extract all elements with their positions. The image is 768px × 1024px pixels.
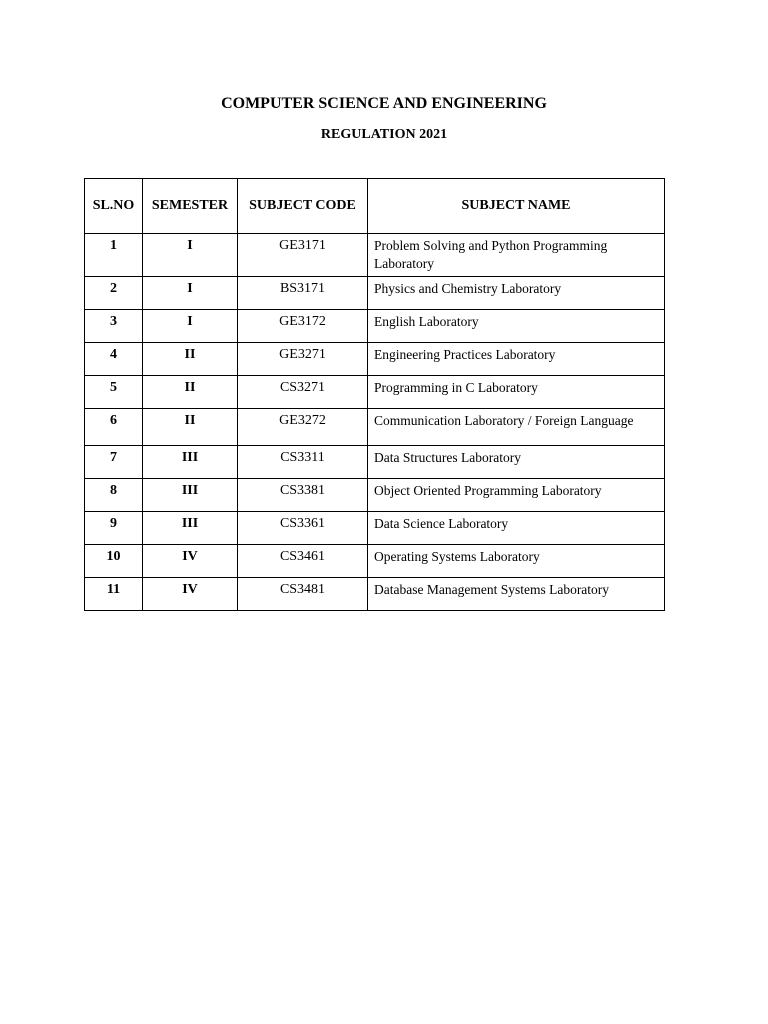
table-row [85,446,665,479]
cell-subject-code: GE3172 [238,310,368,343]
cell-semester: I [143,277,238,310]
cell-slno: 2 [85,277,143,310]
cell-subject-name: Engineering Practices Laboratory [368,343,665,376]
table-row [85,234,665,277]
cell-subject-code: CS3481 [238,578,368,611]
cell-subject-name: Problem Solving and Python Programming Laboratory [368,234,665,277]
cell-semester: II [143,409,238,446]
page-subtitle: REGULATION 2021 [320,127,448,142]
table-row [85,578,665,611]
cell-slno: 11 [85,578,143,611]
cell-semester: IV [143,578,238,611]
cell-slno: 1 [85,234,143,277]
table-row [85,277,665,310]
cell-semester: II [143,343,238,376]
cell-slno: 3 [85,310,143,343]
cell-subject-code: CS3461 [238,545,368,578]
cell-subject-code: GE3271 [238,343,368,376]
header-semester: SEMESTER [143,179,238,234]
cell-subject-code: CS3381 [238,479,368,512]
cell-semester: IV [143,545,238,578]
cell-semester: III [143,512,238,545]
cell-slno: 7 [85,446,143,479]
cell-semester: I [143,310,238,343]
cell-subject-name: Physics and Chemistry Laboratory [368,277,665,310]
subjects-table [84,178,665,611]
table-row [85,376,665,409]
table-row [85,545,665,578]
cell-subject-name: Programming in C Laboratory [368,376,665,409]
cell-slno: 9 [85,512,143,545]
cell-subject-code: GE3171 [238,234,368,277]
table-row [85,409,665,446]
cell-semester: III [143,479,238,512]
cell-semester: II [143,376,238,409]
cell-semester: III [143,446,238,479]
page-title: COMPUTER SCIENCE AND ENGINEERING [221,95,547,112]
cell-semester: I [143,234,238,277]
cell-slno: 10 [85,545,143,578]
cell-slno: 6 [85,409,143,446]
cell-subject-name: Object Oriented Programming Laboratory [368,479,665,512]
header-subject-code: SUBJECT CODE [238,179,368,234]
cell-subject-name: Communication Laboratory / Foreign Language [368,409,665,446]
cell-slno: 5 [85,376,143,409]
header-subject-name: SUBJECT NAME [368,179,665,234]
header-slno: SL.NO [85,179,143,234]
cell-subject-code: GE3272 [238,409,368,446]
cell-subject-code: CS3311 [238,446,368,479]
cell-slno: 8 [85,479,143,512]
cell-subject-name: Data Science Laboratory [368,512,665,545]
cell-subject-name: Database Management Systems Laboratory [368,578,665,611]
cell-subject-name: Operating Systems Laboratory [368,545,665,578]
cell-subject-name: English Laboratory [368,310,665,343]
cell-slno: 4 [85,343,143,376]
cell-subject-name: Data Structures Laboratory [368,446,665,479]
table-row [85,512,665,545]
cell-subject-code: CS3271 [238,376,368,409]
table-header-row [85,179,665,234]
cell-subject-code: BS3171 [238,277,368,310]
cell-subject-code: CS3361 [238,512,368,545]
table-row [85,479,665,512]
table-row [85,310,665,343]
table-row [85,343,665,376]
